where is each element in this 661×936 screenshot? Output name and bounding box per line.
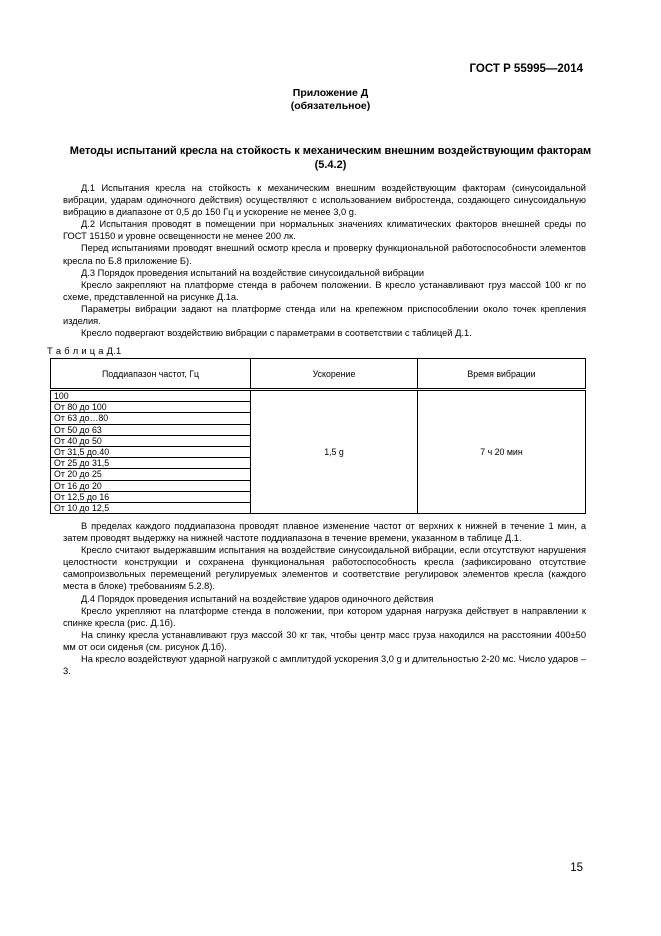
page-number: 15: [570, 862, 583, 874]
title-line-2: (5.4.2): [314, 158, 347, 171]
paragraph: В пределах каждого поддиапазона проводят плавное изменение частот от верхних к нижней в течение 1 мин, а затем проводят выдержку на нижней частоте поддиапазона в течение времени, указанном в таблице Д.1.: [63, 521, 586, 544]
body-text-bottom: [63, 520, 586, 677]
appendix-heading: [0, 87, 661, 113]
vibration-table: [50, 358, 586, 514]
header-frequency: Поддиапазон частот, Гц: [51, 359, 251, 390]
paragraph: На спинку кресла устанавливают груз массой 30 кг так, чтобы центр масс груза находился на расстоянии 400±50 мм от оси сиденья (см. рисунок Д.1б).: [63, 629, 586, 652]
paragraph: Кресло укрепляют на платформе стенда в положении, при котором ударная нагрузка действует в направлении к спинке кресла (рис. Д.1б).: [63, 605, 586, 628]
table-caption: Т а б л и ц а Д.1: [47, 346, 122, 356]
frequency-range: От 80 до 100: [51, 402, 251, 413]
acceleration-value: 1,5 g: [251, 390, 418, 514]
body-text-top: [63, 182, 586, 339]
frequency-range: От 12,5 до 16: [51, 491, 251, 502]
frequency-range: От 31,5 до.40: [51, 447, 251, 458]
frequency-range: От 20 до 25: [51, 469, 251, 480]
frequency-range: От 63 до…80: [51, 413, 251, 424]
duration-value: 7 ч 20 мин: [418, 390, 586, 514]
frequency-range: От 10 до 12,5: [51, 503, 251, 514]
frequency-range: От 16 до 20: [51, 480, 251, 491]
paragraph: На кресло воздействуют ударной нагрузкой с амплитудой ускорения 3,0 g и длительностью 2-20 мс. Число ударов – 3.: [63, 654, 586, 677]
paragraph: Параметры вибрации задают на платформе стенда или на крепежном приспособлении около точек крепления изделия.: [63, 303, 586, 327]
frequency-range: От 50 до 63: [51, 424, 251, 435]
appendix-status: (обязательное): [290, 100, 371, 112]
paragraph: Д.4 Порядок проведения испытаний на воздействие ударов одиночного действия: [81, 593, 434, 604]
frequency-range: 100: [51, 390, 251, 402]
frequency-range: От 40 до 50: [51, 435, 251, 446]
paragraph: Кресло подвергают воздействию вибрации с параметрами в соответствии с таблицей Д.1.: [81, 328, 472, 339]
paragraph: Кресло считают выдержавшим испытания на воздействие синусоидальной вибрации, если отсутствуют нарушения целостности конструкции и сохранена функциональная работоспособность кресла (зафиксировано отсутствие самопроизвольных перемещений регулируемых элементов и соответствие регулировок элементов кресла (каждого места в блоке) требованиям 5.2.8).: [63, 545, 586, 592]
header-duration: Время вибрации: [418, 359, 586, 390]
title-line-1: Методы испытаний кресла на стойкость к механическим внешним воздействующим факторам: [69, 145, 592, 157]
frequency-range: От 25 до 31,5: [51, 458, 251, 469]
table-header-row: [51, 359, 586, 390]
paragraph: Д.3 Порядок проведения испытаний на воздействие синусоидальной вибрации: [81, 267, 425, 278]
paragraph: Д.1 Испытания кресла на стойкость к механическим внешним воздействующим факторам (синусоидальной вибрации, ударам одиночного действия) осуществляют с использованием вибростенда, создающего синусоидальную вибрацию в диапазоне от 0,5 до 150 Гц и ускорение не менее 3,0 g.: [63, 183, 586, 218]
header-acceleration: Ускорение: [251, 359, 418, 390]
standard-number: ГОСТ Р 55995—2014: [469, 63, 583, 75]
paragraph: Перед испытаниями проводят внешний осмотр кресла и проверку функциональной работоспособности элементов кресла по Б.8 приложение Б).: [63, 243, 586, 266]
paragraph: Кресло закрепляют на платформе стенда в рабочем положении. В кресло устанавливают груз массой 100 кг по схеме, представленной на рисунке Д.1а.: [63, 279, 586, 302]
table-row: [51, 390, 586, 402]
paragraph: Д.2 Испытания проводят в помещении при нормальных значениях климатических факторов внешней среды по ГОСТ 15150 и уровне освещенности не менее 200 лк.: [63, 219, 586, 242]
appendix-label: Приложение Д: [292, 87, 369, 99]
appendix-title: [0, 145, 661, 172]
